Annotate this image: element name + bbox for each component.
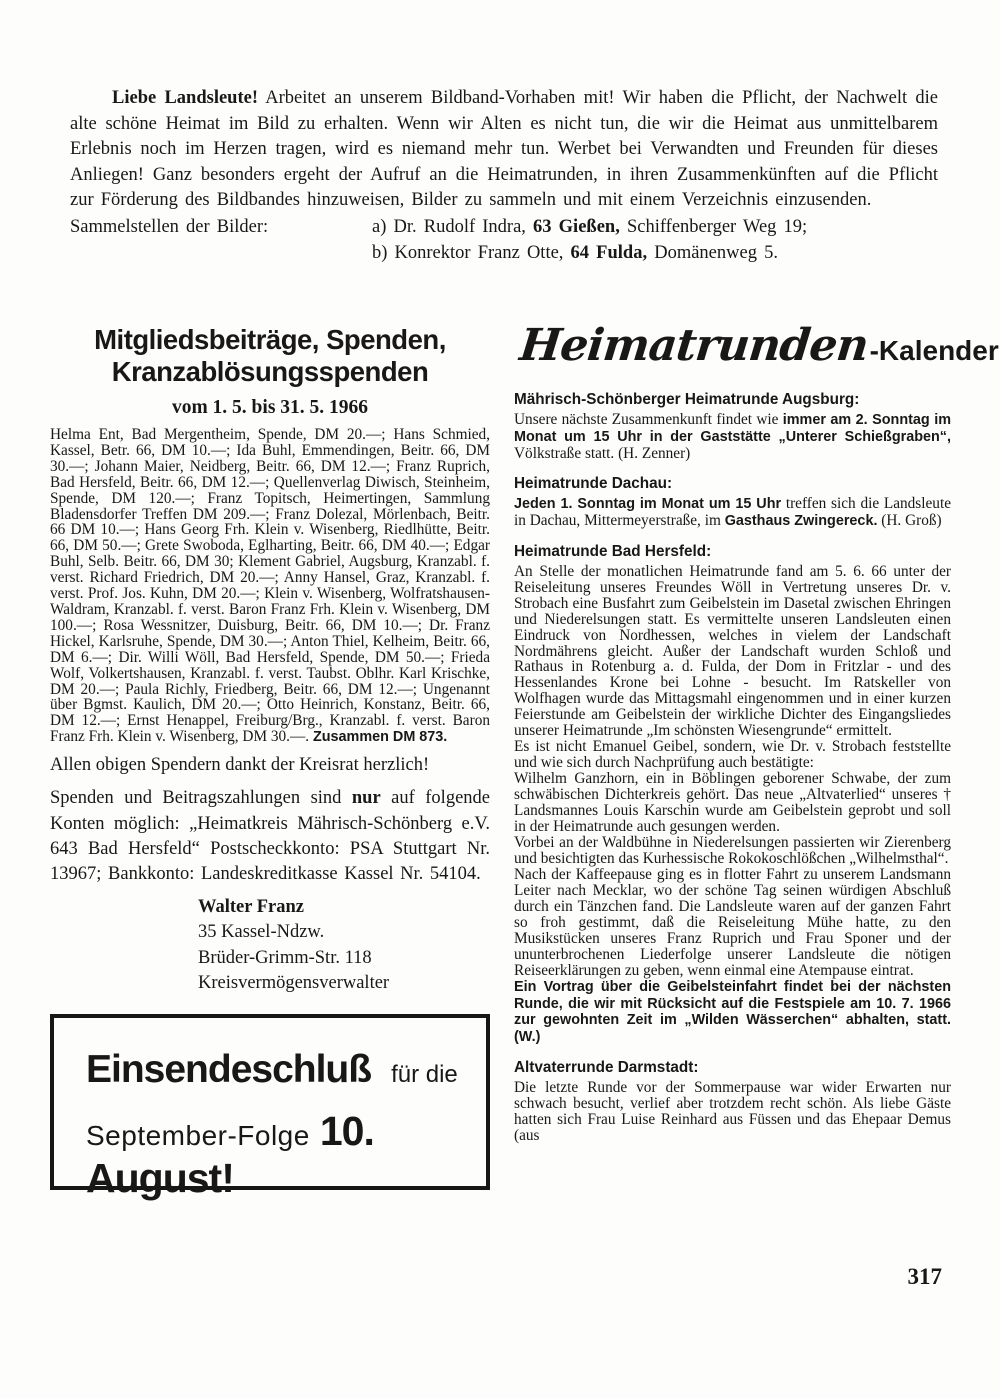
signature-role: Kreisvermögensverwalter [198,972,390,993]
text-segment: b) Konrektor Franz Otte, [372,242,571,263]
section-paragraph [514,835,951,867]
deadline-date: 10. August! [86,1108,374,1202]
signature-address-line1: 35 Kassel-Ndzw. [198,922,325,943]
collection-points [70,215,938,266]
contributions-title-line1: Mitgliedsbeiträge, Spenden, [94,324,446,355]
contributions-title [50,324,490,388]
deadline-word: September-Folge [86,1120,310,1152]
calendar-title [517,320,999,371]
text-segment: An Stelle der monatlichen Heimatrunde fand am 5. 6. 66 unter der Reiseleitung unseres Freundes Wöll in Vertretung unseres Dr. v. Strobach eine Busfahrt zum Geibelstein im Dasetal zwischen Ehringen und Niederelsungen statt. Es vermittelte unseren Landsleuten einen Eindruck von Nordhessen, welches in vielem der Landschaft Nordmährens gleicht. Außer der Landschaft wurden Schloß und Rathaus in Rotenburg a. d. Fulda, der Dom in Fritzlar - und des Hessenlandes Krone bei Lohne - besucht. Im Ratskeller von Wolfhagen wurde das Mittagsmahl eingenommen und in einer kurzen Feierstunde am Geibelstein der wirkliche Dichter des Eingangsliedes unserer Heimatrunde „Im schönsten Wiesengrunde“ ermittelt. [514,562,951,740]
text-segment-bold: Jeden 1. Sonntag im Monat um 15 Uhr [514,495,782,512]
deadline-word: Einsendeschluß [86,1048,372,1092]
text-segment-bold: 64 Fulda, [570,242,648,263]
appeal-lead-bold: Liebe Landsleute! [112,88,259,108]
text-segment: Vorbei an der Waldbühne in Niederelsungen passierten wir Zierenberg und besichtigten das Kurhessische Rokokoschlößchen „Wilhelmsthal“. [514,833,951,867]
collection-points-label: Sammelstellen der Bilder: [70,216,269,237]
section-paragraph [514,771,951,835]
text-segment: Schiffenberger Weg 19; [619,216,808,237]
contributions-column [50,324,490,1202]
text-segment-bold: 63 Gießen, [533,216,620,237]
contributions-title-line2: Kranzablösungsspenden [111,356,429,387]
section-paragraph [514,979,951,1047]
donor-list [50,427,490,746]
text-segment: Nach der Kaffeepause ging es in flotter Fahrt zu unserem Landsmann Leiter nach Mecklar, wo der schöne Tag seinen würdigen Abschluß durch ein Tänzchen fand. Die Landsleute waren auf der ganzen Fahrt so froh gestimmt, daß die Reiseleitung Mühe hatte, zu den Musikstücken unseres Franz Ruprich und Frau Sponer und der ununterbrochenen Liederfolge unserer Landsleute die nötigen Reiseerklärungen zu geben, wenn einmal eine Atempause eintrat. [514,865,951,979]
text-segment: Es ist nicht Emanuel Geibel, sondern, wie Dr. v. Strobach feststellte und wie sich durch Nachprüfung auch bestätigte: [514,738,951,772]
section-paragraph [514,867,951,979]
text-segment: auf folgende Konten möglich: „Heimatkreis Mährisch-Schönberg e.V. 643 Bad Hersfeld“ Postscheckkonto: PSA Stuttgart Nr. 13967; Bankkonto: Landeskreditkasse Kassel Nr. 54104. [50,788,490,885]
calendar-title-script: Heimatrunden [517,320,871,371]
text-segment: Domänenweg 5. [647,242,778,263]
deadline-word: für die [391,1061,458,1089]
text-segment: (H. Groß) [877,511,942,529]
collection-point-a [372,215,938,241]
deadline-notice-box [50,1014,490,1202]
calendar-title-rest: -Kalender [869,335,999,366]
section-heading: Heimatrunde Dachau: [514,474,673,492]
collection-points-list [372,215,938,266]
appeal-lead-text: Arbeitet an unserem Bildband-Vorhaben mit! Wir haben die Pflicht, der Nachwelt die alte schöne Heimat im Bild zu erhalten. Wenn wir Alten es nicht tun, die wir die Heimat aus unmittelbarem Erlebnis noch im Herzen tragen, wird es niemand mehr tun. Werbet bei Verwandten und Freunden für dieses Anliegen! Ganz besonders ergeht der Aufruf an die Heimatrunden, in ihren Zusammenkünften auf die Pflicht zur Förderung des Bildbandes hinzuweisen, Bilder zu sammeln und mit einem Verzeichnis einzusenden. [70,88,938,211]
text-segment: Völkstraße statt. (H. Zenner) [514,444,691,462]
text-segment: Die letzte Runde vor der Sommerpause war wider Erwarten nur schwach besucht, verlief aber trotzdem recht schön. Als liebe Gäste hatten sich Frau Luise Reinhard aus Füssen und das Ehepaar Demus (aus [514,1079,951,1145]
accounts-paragraph [50,786,490,888]
section-heading: Heimatrunde Bad Hersfeld: [514,542,712,560]
calendar-column [514,320,999,1145]
section-paragraph [514,1080,951,1144]
appeal-paragraph [70,86,938,214]
signature-block [198,895,490,997]
contributions-date-range: vom 1. 5. bis 31. 5. 1966 [171,397,369,418]
appeal-section [70,86,938,266]
text-segment: a) Dr. Rudolf Indra, [372,216,534,237]
section-heading: Altvaterrunde Darmstadt: [514,1059,699,1077]
page-number: 317 [907,1264,942,1289]
text-segment: treffen sich die Landsleute in Dachau, Mittermeyerstraße, im [514,494,951,529]
text-segment-bold: nur [351,788,381,809]
section-paragraph [514,739,951,771]
calendar-sections [514,391,951,1144]
signature-name: Walter Franz [198,896,305,917]
section-heading: Mährisch-Schönberger Heimatrunde Augsburg: [514,391,860,408]
section-paragraph [514,496,951,530]
donor-list-text: Helma Ent, Bad Mergentheim, Spende, DM 20.—; Hans Schmied, Kassel, Betr. 66, DM 10.—; Ida Buhl, Emmendingen, Beitr. 66, DM 30.—; Johann Maier, Neidberg, Beitr. 66, DM 12.—; Franz Ruprich, Bad Hersfeld, Beitr. 66, DM 12.—; Quellenverlag Diwisch, Steinheim, Spende, DM 120.—; Franz Topitsch, Heimertingen, Sammlung Bladensdorfer Treffen DM 209.—; Franz Dolezal, Mörlenbach, Beitr. 66 DM 10.—; Hans Georg Frh. Klein v. Wisenberg, Riedlhütte, Beitr. 66, DM 50.—; Grete Swoboda, Eglharting, Beitr. 66, DM 40.—; Edgar Buhl, Selb. Beitr. 66, DM 30; Klement Gabriel, Augsburg, Kranzabl. f. verst. Richard Friedrich, DM 20.—; Anny Hansel, Graz, Kranzabl. f. verst. Prof. Jos. Kuhn, DM 20.—; Klein v. Wisenberg, Wolfratshausen-Waldram, Kranzabl. f. verst. Baron Franz Frh. Klein v. Wisenberg, DM 100.—; Rosa Wessnitzer, Duisburg, Beitr. 66, DM 10.—; Dr. Franz Hickel, Karlsruhe, Spende, DM 30.—; Anton Thiel, Kelheim, Beitr. 66, DM 6.—; Dir. Willi Wöll, Bad Hersfeld, Spende, DM 50.—; Frieda Wolf, Volkertshausen, Kranzabl. f. verst. Taubst. Oblhr. Karl Krischke, DM 20.—; Paula Richly, Friedberg, Beitr. 66, DM 12.—; Ungenannt über Bgmst. Kaulich, DM 20.—; Otto Heinrich, Konstanz, Beitr. 66, DM 12.—; Ernst Henappel, Freiburg/Brg., Kranzabl. f. verst. Baron Franz Frh. Klein v. Wisenberg, DM 30.—. [50,426,490,746]
donor-total: Zusammen DM 873. [312,729,448,746]
text-segment-bold: Ein Vortrag über die Geibelsteinfahrt findet bei der nächsten Runde, die wir mit Rücksicht auf die Festspiele am 10. 7. 1966 zur gewohnten Zeit im „Wilden Wässerchen“ abhalten, statt. (W.) [514,978,951,1046]
deadline-line1 [86,1048,478,1092]
section-paragraph [514,564,951,739]
text-segment-bold: Gasthaus Zwingereck. [724,512,878,529]
text-segment: Unsere nächste Zusammenkunft findet wie [514,411,783,428]
thanks-paragraph: Allen obigen Spendern dankt der Kreisrat herzlich! [50,755,430,776]
text-segment: Spenden und Beitragszahlungen sind [50,788,352,809]
collection-point-b [372,241,938,267]
text-segment: Wilhelm Ganzhorn, ein in Böblingen geborener Schwabe, der zum schwäbischen Dichterkreis gehört. Das neue „Altvaterlied“ unseres † Landsmannes Louis Karschin wurde am Geibelstein geprobt und soll in der Heimatrunde auch gesungen werden. [514,770,951,836]
text-segment-bold: immer am 2. Sonntag im Monat um 15 Uhr in der Gaststätte „Unterer Schießgraben“, [514,412,951,445]
deadline-line2 [86,1108,478,1202]
section-paragraph [514,412,951,462]
signature-address-line2: Brüder-Grimm-Str. 118 [198,947,372,968]
